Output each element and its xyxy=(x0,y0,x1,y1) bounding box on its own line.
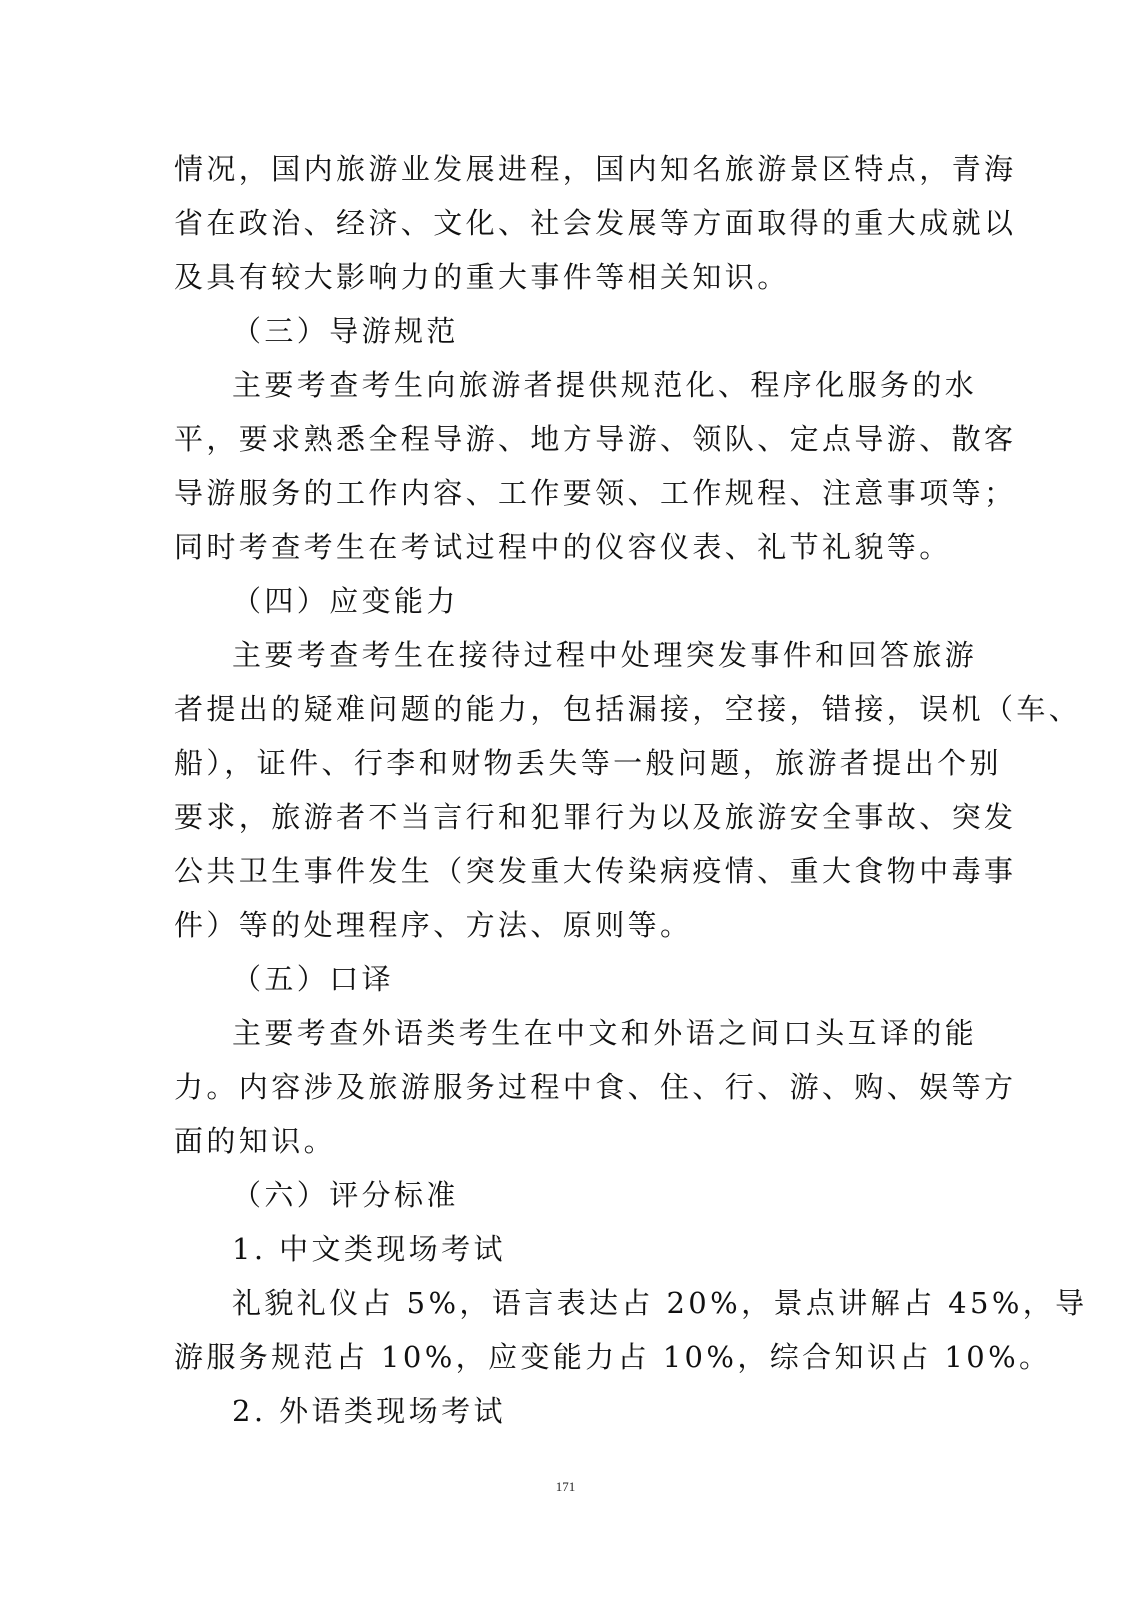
paragraph-line: 要求，旅游者不当言行和犯罪行为以及旅游安全事故、突发 xyxy=(174,800,1017,834)
section-heading-guide-norms: （三）导游规范 xyxy=(232,314,459,348)
section-heading-adaptability: （四）应变能力 xyxy=(232,584,459,618)
subsection-heading-foreign-language-exam: 2. 外语类现场考试 xyxy=(232,1394,506,1428)
paragraph-line: 导游服务的工作内容、工作要领、工作规程、注意事项等； xyxy=(174,476,1017,510)
page-body xyxy=(174,142,1088,1438)
section-heading-interpretation: （五）口译 xyxy=(232,962,395,996)
paragraph-line: 情况，国内旅游业发展进程，国内知名旅游景区特点，青海 xyxy=(174,152,1017,186)
paragraph-line: 游服务规范占 10%，应变能力占 10%，综合知识占 10%。 xyxy=(174,1340,1052,1374)
paragraph-line: 主要考查外语类考生在中文和外语之间口头互译的能 xyxy=(232,1016,978,1050)
paragraph-line: 省在政治、经济、文化、社会发展等方面取得的重大成就以 xyxy=(174,206,1017,240)
page-number: 171 xyxy=(555,1479,576,1494)
paragraph-line: 主要考查考生在接待过程中处理突发事件和回答旅游 xyxy=(232,638,978,672)
paragraph-line: 船），证件、行李和财物丢失等一般问题，旅游者提出个别 xyxy=(174,746,1002,780)
paragraph-line: 公共卫生事件发生（突发重大传染病疫情、重大食物中毒事 xyxy=(174,854,1017,888)
section-heading-scoring-standard: （六）评分标准 xyxy=(232,1178,459,1212)
subsection-heading-chinese-exam: 1. 中文类现场考试 xyxy=(232,1232,506,1266)
paragraph-line: 者提出的疑难问题的能力，包括漏接，空接，错接，误机（车、 xyxy=(174,692,1082,726)
paragraph-line: 面的知识。 xyxy=(174,1124,337,1158)
paragraph-line: 主要考查考生向旅游者提供规范化、程序化服务的水 xyxy=(232,368,978,402)
paragraph-line: 件）等的处理程序、方法、原则等。 xyxy=(174,908,693,942)
paragraph-line: 同时考查考生在考试过程中的仪容仪表、礼节礼貌等。 xyxy=(174,530,952,564)
paragraph-line: 礼貌礼仪占 5%，语言表达占 20%，景点讲解占 45%，导 xyxy=(232,1286,1088,1320)
paragraph-line: 平，要求熟悉全程导游、地方导游、领队、定点导游、散客 xyxy=(174,422,1017,456)
paragraph-line: 及具有较大影响力的重大事件等相关知识。 xyxy=(174,260,790,294)
paragraph-line: 力。内容涉及旅游服务过程中食、住、行、游、购、娱等方 xyxy=(174,1070,1017,1104)
